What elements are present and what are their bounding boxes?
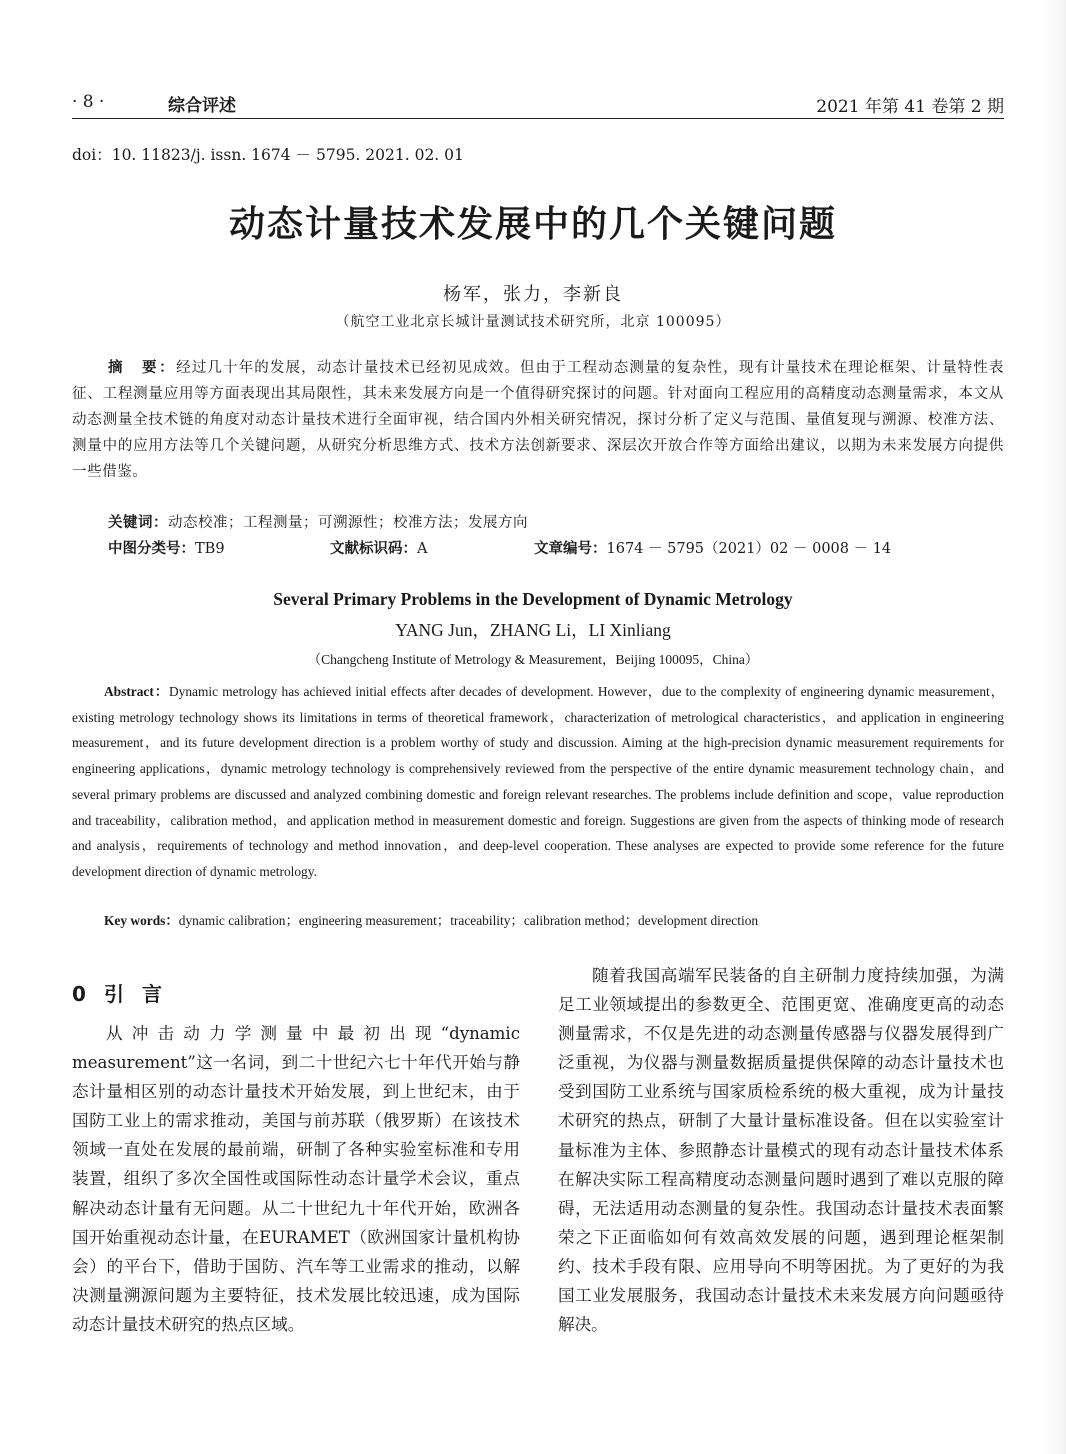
clc-label: 中图分类号：: [108, 541, 195, 557]
keywords-en: [104, 910, 758, 929]
doc-code-value: A: [417, 541, 428, 557]
doi-line[interactable]: doi：10. 11823/j. issn. 1674 － 5795. 2021. 02. 01: [72, 146, 464, 164]
abstract-en: [72, 679, 1004, 885]
doc-code-label: 文献标识码：: [330, 541, 417, 557]
classification-line: [108, 537, 1004, 561]
running-header: [72, 90, 1004, 119]
authors-cn: 杨军，张力，李新良: [443, 284, 623, 305]
issue-info: 2021 年第 41 卷第 2 期: [816, 97, 1004, 117]
section-number: 0: [72, 982, 86, 1006]
abstract-en-label: Abstract：: [104, 684, 169, 699]
article-number: [534, 537, 891, 558]
affiliation-en: （Changcheng Institute of Metrology & Measurement，Beijing 100095，China）: [307, 652, 759, 667]
abstract-cn: [72, 355, 1004, 485]
body-paragraph-right: 随着我国高端军民装备的自主研制力度持续加强，为满足工业领域提出的参数更全、范围更宽、准确度更高的动态测量需求，不仅是先进的动态测量传感器与仪器发展得到广泛重视，为仪器与测量数据质量提供保障的动态计量技术也受到国防工业系统与国家质检系统的极大重视，成为计量技术研究的热点，研制了大量计量标准设备。但在以实验室计量标准为主体、参照静态计量模式的现有动态计量技术体系在解决实际工程高精度动态测量问题时遇到了难以克服的障碍，无法适用动态测量的复杂性。我国动态计量技术表面繁荣之下正面临如何有效高效发展的问题，遇到理论框架制约、技术手段有限、应用导向不明等困扰。为了更好的为我国工业发展服务，我国动态计量技术未来发展方向问题亟待解决。: [558, 966, 1004, 1335]
document-code: [330, 537, 427, 558]
page-edge-shadow: [1044, 0, 1066, 1454]
section-label: 综合评述: [168, 96, 236, 116]
page-number: · 8 ·: [72, 92, 105, 112]
section-heading: [72, 978, 180, 1007]
keywords-en-label: Key words：: [104, 913, 179, 928]
clc-number: [108, 537, 225, 558]
keywords-en-text: dynamic calibration；engineering measurement；traceability；calibration method；development direction: [178, 913, 759, 928]
article-number-value: 1674 － 5795（2021）02 － 0008 － 14: [606, 541, 892, 557]
authors-en: YANG Jun，ZHANG Li，LI Xinliang: [395, 620, 671, 640]
clc-value: TB9: [195, 541, 225, 557]
abstract-cn-label: 摘 要：: [108, 360, 177, 376]
body-paragraph-left: 从冲击动力学测量中最初出现“dynamic measurement”这一名词，到二十世纪六七十年代开始与静态计量相区别的动态计量技术开始发展，到上世纪末，由于国防工业上的需求推动，美国与前苏联（俄罗斯）在该技术领域一直处在发展的最前端，研制了各种实验室标准和专用装置，组织了多次全国性或国际性动态计量学术会议，重点解决动态计量有无问题。从二十世纪九十年代开始，欧洲各国开始重视动态计量，在EURAMET（欧洲国家计量机构协会）的平台下，借助于国防、汽车等工业需求的推动，以解决测量溯源问题为主要特征，技术发展比较迅速，成为国际动态计量技术研究的热点区域。: [72, 1024, 520, 1334]
article-number-label: 文章编号：: [534, 541, 607, 557]
article-title-en: Several Primary Problems in the Development of Dynamic Metrology: [273, 589, 793, 609]
abstract-en-text: Dynamic metrology has achieved initial effects after decades of development. However，due to the complexity of engineering dynamic measurement，existing metrology technology shows its limitations in terms of theoretical framework，characterization of metrological characteristics，and application in engineering measurement，and its future development direction is a problem worthy of study and discussion. Aiming at the high-precision dynamic measurement requirements for engineering applications，dynamic metrology technology is comprehensively reviewed from the perspective of the entire dynamic measurement technology chain，and several primary problems are discussed and analyzed combining domestic and foreign relevant researches. The problems include definition and scope，value reproduction and traceability，calibration method，and application method in measurement domestic and foreign. Suggestions are given from the aspects of thinking mode of research and analysis，requirements of technology and method innovation，and deep-level cooperation. These analyses are expected to provide some reference for the future development direction of dynamic metrology.: [72, 684, 1004, 879]
affiliation-cn: （航空工业北京长城计量测试技术研究所，北京 100095）: [335, 314, 731, 330]
article-title-cn: 动态计量技术发展中的几个关键问题: [228, 204, 837, 245]
keywords-cn-text: 动态校准；工程测量；可溯源性；校准方法；发展方向: [168, 515, 528, 531]
keywords-cn: [108, 511, 528, 532]
keywords-cn-label: 关键词：: [108, 515, 168, 531]
section-title: 引言: [104, 982, 180, 1006]
abstract-cn-text: 经过几十年的发展，动态计量技术已经初见成效。但由于工程动态测量的复杂性，现有计量技术在理论框架、计量特性表征、工程测量应用等方面表现出其局限性，其未来发展方向是一个值得研究探讨的问题。针对面向工程应用的高精度动态测量需求，本文从动态测量全技术链的角度对动态计量技术进行全面审视，结合国内外相关研究情况，探讨分析了定义与范围、量值复现与溯源、校准方法、测量中的应用方法等几个关键问题，从研究分析思维方式、技术方法创新要求、深层次开放合作等方面给出建议，以期为未来发展方向提供一些借鉴。: [72, 360, 1005, 480]
